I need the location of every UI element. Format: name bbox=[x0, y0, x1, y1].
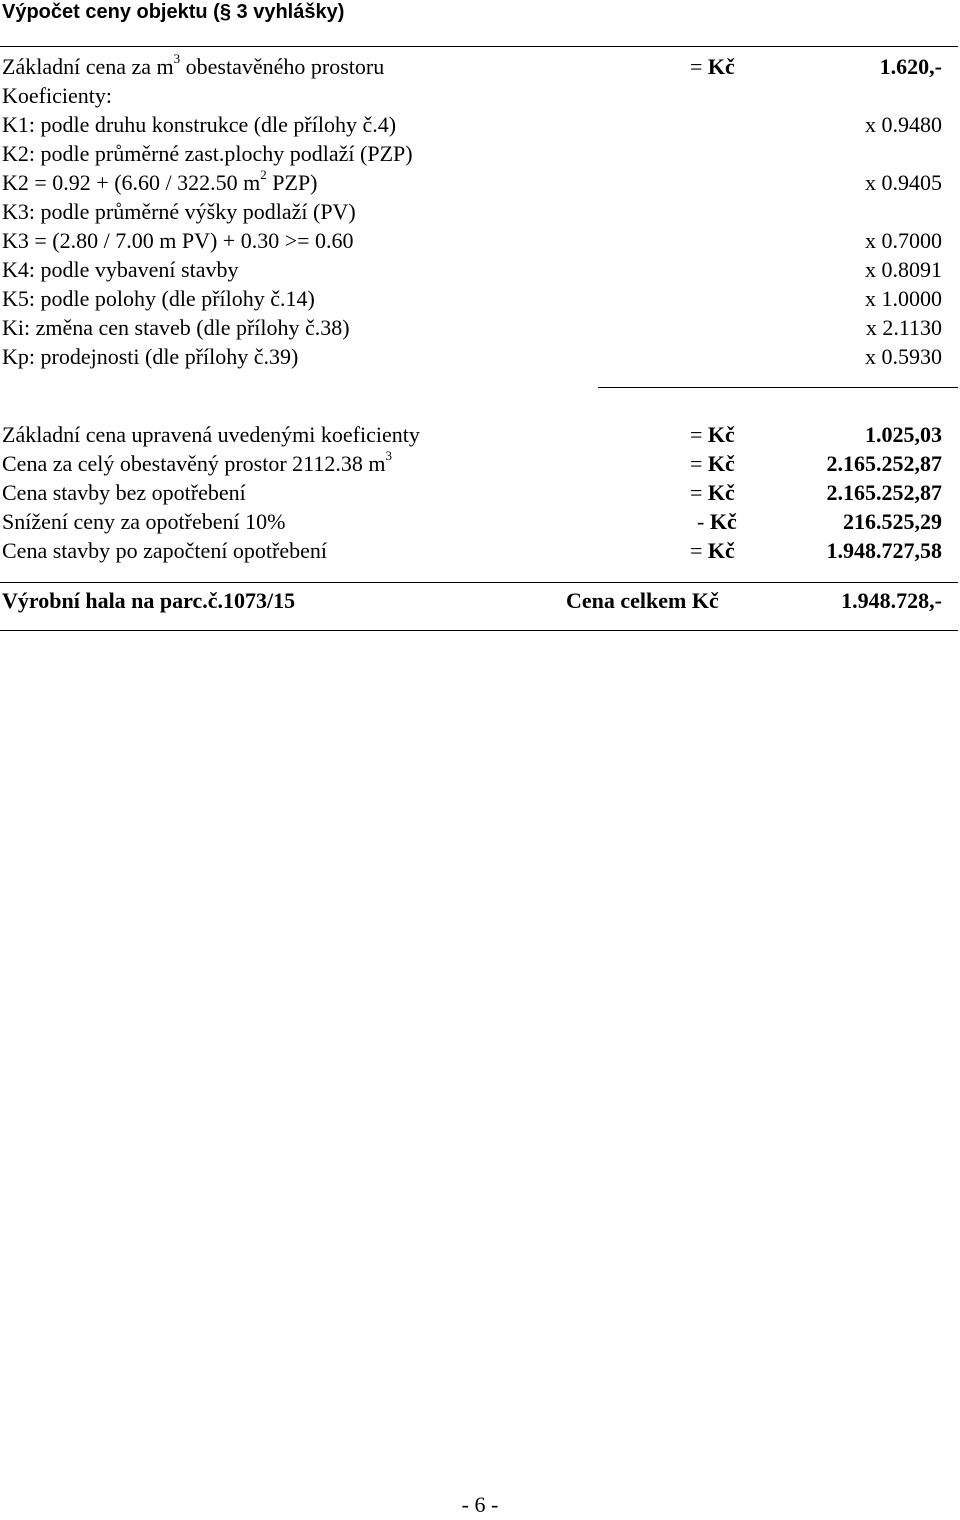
base-price-sign: = Kč bbox=[690, 54, 735, 79]
result-label: Cena stavby po započtení opotřebení bbox=[2, 538, 328, 563]
coefficient-row bbox=[0, 226, 960, 255]
result-row bbox=[0, 449, 960, 478]
coefficients-underline bbox=[598, 387, 958, 388]
result-label: Cena stavby bez opotřebení bbox=[2, 480, 246, 505]
coefficient-value: x 0.9405 bbox=[865, 170, 942, 195]
result-row bbox=[0, 420, 960, 449]
divider-results bbox=[0, 582, 958, 583]
coefficient-label: K3: podle průměrné výšky podlaží (PV) bbox=[2, 199, 356, 224]
result-label: Snížení ceny za opotřebení 10% bbox=[2, 509, 286, 534]
result-value: 1.025,03 bbox=[865, 422, 942, 447]
result-value: 216.525,29 bbox=[843, 509, 942, 534]
coefficient-label: K3 = (2.80 / 7.00 m PV) + 0.30 >= 0.60 bbox=[2, 228, 354, 253]
base-price-value: 1.620,- bbox=[879, 54, 942, 79]
coefficient-value: x 0.7000 bbox=[865, 228, 942, 253]
final-total-row bbox=[0, 586, 960, 616]
coefficient-value: x 0.5930 bbox=[865, 344, 942, 369]
page-title: Výpočet ceny objektu (§ 3 vyhlášky) bbox=[2, 1, 345, 23]
coefficient-label: Ki: změna cen staveb (dle přílohy č.38) bbox=[2, 315, 350, 340]
result-row bbox=[0, 478, 960, 507]
coefficient-label: K2 = 0.92 + (6.60 / 322.50 $m^2$ PZP) bbox=[2, 167, 318, 195]
result-sign: - Kč bbox=[697, 509, 737, 534]
result-label: Cena za celý obestavěný prostor 2112.38 $m^3$ bbox=[2, 448, 392, 476]
page-number: - 6 - bbox=[461, 1492, 499, 1517]
coefficient-row bbox=[0, 110, 960, 139]
coefficient-row bbox=[0, 139, 960, 168]
result-label: Základní cena upravená uvedenými koeficienty bbox=[2, 422, 420, 447]
result-sign: = Kč bbox=[690, 480, 735, 505]
result-row bbox=[0, 507, 960, 536]
result-value: 2.165.252,87 bbox=[826, 480, 942, 505]
coefficient-row bbox=[0, 284, 960, 313]
result-sign: = Kč bbox=[690, 538, 735, 563]
coefficient-row bbox=[0, 168, 960, 197]
result-sign: = Kč bbox=[690, 422, 735, 447]
coefficient-label: Kp: prodejnosti (dle přílohy č.39) bbox=[2, 344, 299, 369]
coefficient-label: K5: podle polohy (dle přílohy č.14) bbox=[2, 286, 315, 311]
coefficient-row bbox=[0, 255, 960, 284]
divider-bottom bbox=[0, 630, 958, 631]
base-price-row bbox=[0, 52, 960, 81]
coefficient-row bbox=[0, 197, 960, 226]
coefficient-label: K1: podle druhu konstrukce (dle přílohy č.4) bbox=[2, 112, 397, 137]
coefficient-label: K2: podle průměrné zast.plochy podlaží (PZP) bbox=[2, 141, 413, 166]
coefficients-heading: Koeficienty: bbox=[2, 83, 112, 108]
result-row bbox=[0, 536, 960, 565]
coefficient-value: x 0.8091 bbox=[865, 257, 942, 282]
result-sign: = Kč bbox=[690, 451, 735, 476]
coefficient-value: x 2.1130 bbox=[865, 315, 942, 340]
coefficients-heading-row bbox=[0, 81, 960, 110]
result-value: 1.948.727,58 bbox=[826, 538, 942, 563]
coefficient-row bbox=[0, 342, 960, 371]
coefficient-value: x 0.9480 bbox=[865, 112, 942, 137]
coefficient-row bbox=[0, 313, 960, 342]
coefficient-label: K4: podle vybavení stavby bbox=[2, 257, 239, 282]
divider-top bbox=[0, 46, 958, 47]
coefficient-value: x 1.0000 bbox=[865, 286, 942, 311]
total-value: 1.948.728,- bbox=[841, 588, 942, 613]
total-label: Cena celkem Kč bbox=[566, 588, 719, 613]
result-value: 2.165.252,87 bbox=[826, 451, 942, 476]
object-name: Výrobní hala na parc.č.1073/15 bbox=[2, 588, 296, 613]
base-price-label: Základní cena za $m^3$ obestavěného prostoru bbox=[2, 51, 385, 79]
